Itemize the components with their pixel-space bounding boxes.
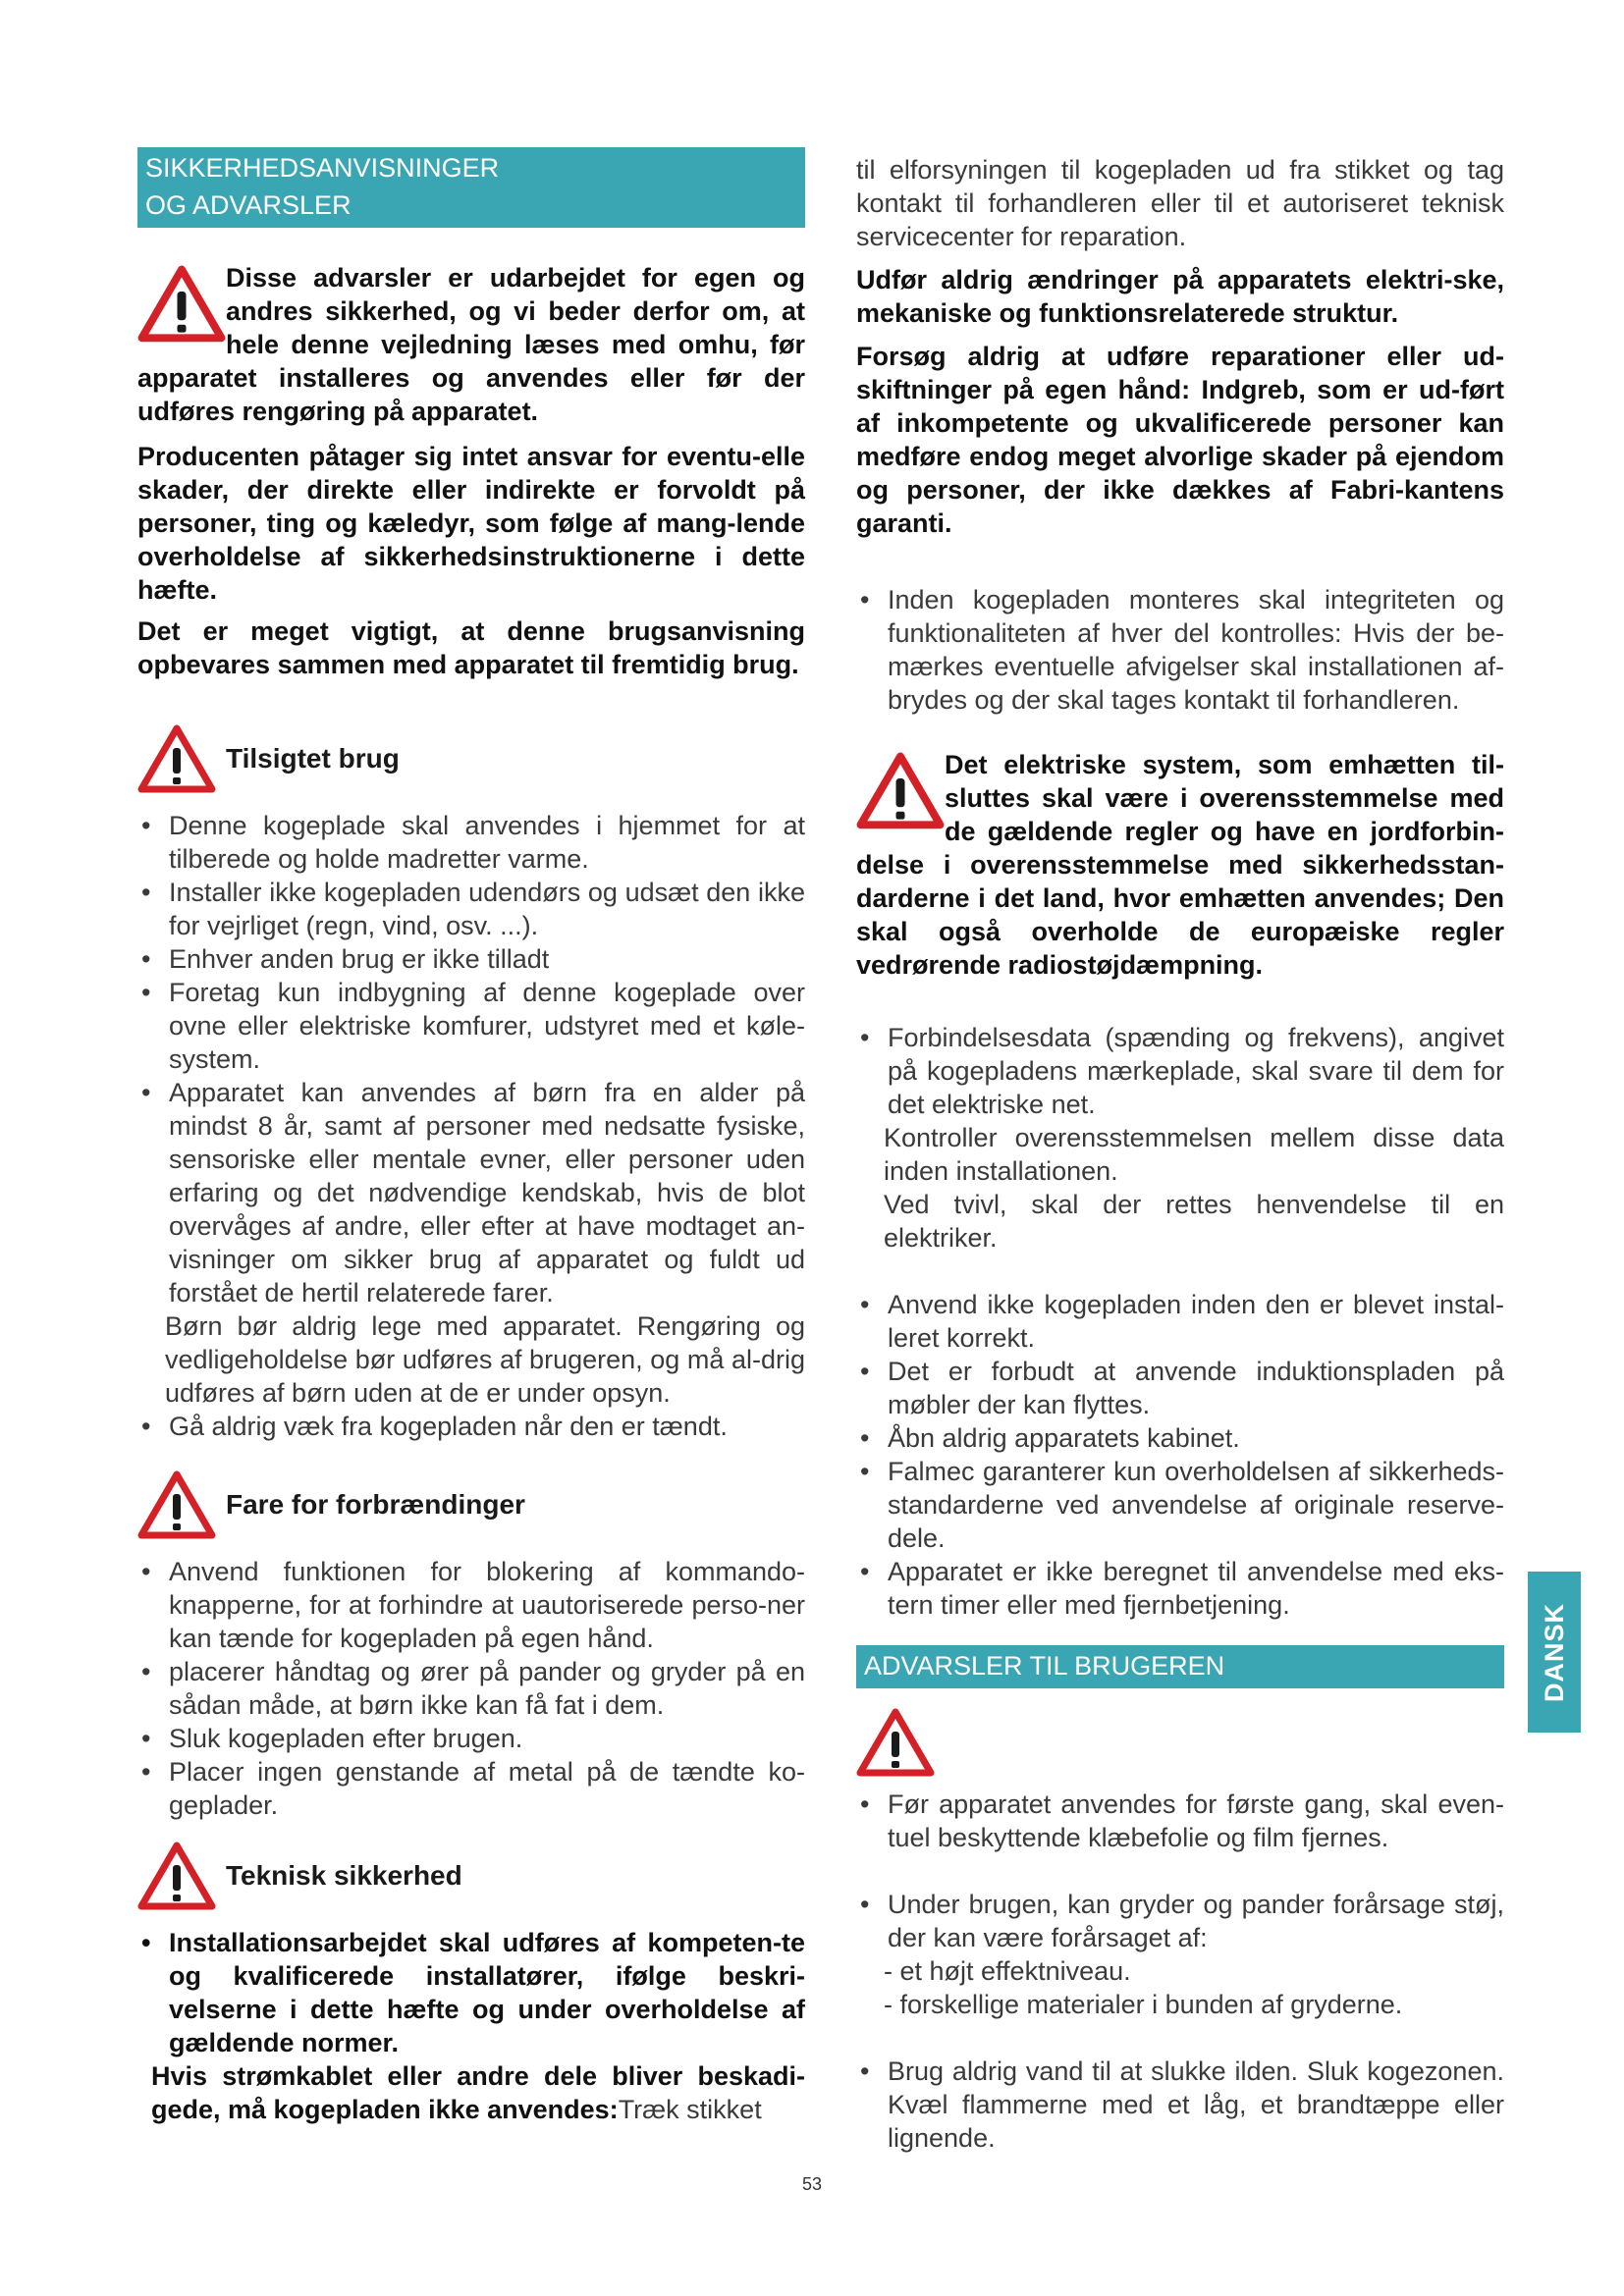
list-item: • Apparatet er ikke beregnet til anvendelse med eks-tern timer eller med fjernbetjening. (860, 1557, 1504, 1620)
no-repairs-paragraph: Forsøg aldrig at udføre reparationer eller ud-skiftninger på egen hånd: Indgreb, som er ud-ført af inkompetente og ukvalificerede personer kan medføre endog meget alvorlige skader på ejendom og personer, der ikke dækkes af Fabri-kantens garanti. (856, 342, 1504, 538)
technical-title: Teknisk sikkerhed (226, 1860, 462, 1891)
list-item: • Foretag kun indbygning af denne kogeplade over ovne eller elektriske komfurer, udstyret med et køle-system. (141, 978, 805, 1074)
keep-manual-paragraph: Det er meget vigtigt, at denne brugsanvisning opbevares sammen med apparatet til fremtidig brug. (137, 616, 805, 679)
list-item: • Forbindelsesdata (spænding og frekvens), angivet på kogepladens mærkeplade, skal svare til dem for det elektriske net. (860, 1023, 1504, 1119)
intended-use-title: Tilsigtet brug (226, 743, 400, 774)
list-item: • Installer ikke kogepladen udendørs og udsæt den ikke for vejrliget (regn, vind, osv. ...). (141, 878, 805, 940)
intro-warning-text: Disse advarsler er udarbejdet for egen og andres sikkerhed, og vi beder derfor om, at hele denne vejledning læses med omhu, før apparatet installeres og anvendes eller før der udføres rengøring på apparatet. (137, 263, 805, 426)
header-line-2: OG ADVARSLER (145, 190, 352, 220)
user-list-2 (856, 1888, 1504, 1954)
warning-triangle-icon (137, 1842, 216, 1910)
electric-warning-text: Det elektriske system, som emhætten til-sluttes skal være i overensstemmelse med de gældende regler og have en jordforbin-delse i overensstemmelse med sikkerhedsstan-darderne i det land, hvor emhætten anvendes; Den skal også overholde de europæiske regler vedrørende radiostøjdæmpning. (856, 750, 1504, 980)
list-item: • Brug aldrig vand til at slukke ilden. Sluk kogezonen. Kvæl flammerne med et låg, et brandtæppe eller lignende. (860, 2056, 1504, 2153)
list-item: • Denne kogeplade skal anvendes i hjemmet for at tilberede og holde madretter varme. (141, 811, 805, 874)
page-number: 53 (801, 2174, 823, 2194)
connection-list (856, 1021, 1504, 1121)
list-item: • Sluk kogepladen efter brugen. (141, 1724, 523, 1753)
list-item: • Før apparatet anvendes for første gang, skal even-tuel beskyttende klæbefolie og film fjernes. (860, 1789, 1504, 1852)
list-item: • Det er forbudt at anvende induktionspladen på møbler der kan flyttes. (860, 1357, 1504, 1419)
children-continuation: Børn bør aldrig lege med apparatet. Rengøring og vedligeholdelse bør udføres af brugeren, og må al-drig udføres af børn uden at de er under opsyn. (165, 1311, 805, 1408)
list-item: • Installationsarbejdet skal udføres af kompeten-te og kvalificerede installatører, ifølge beskri-velserne i dette hæfte og under overholdelse af gældende normer. (141, 1928, 805, 2057)
technical-heading (137, 1842, 805, 1910)
language-tab-label: DANSK (1539, 1602, 1569, 1702)
damaged-cable-normal: Træk stikket (618, 2095, 762, 2124)
list-item: • Enhver anden brug er ikke tilladt (141, 944, 550, 974)
intended-use-heading (137, 724, 805, 793)
list-item: • Anvend funktionen for blokering af kommando-knapperne, for at forhindre at uautoriserede perso-ner kan tænde for kogepladen på egen hånd. (141, 1557, 805, 1653)
warning-triangle-icon (137, 724, 216, 793)
continuation-text: til elforsyningen til kogepladen ud fra stikket og tag kontakt til forhandleren eller til et autoriseret teknisk servicecenter for reparation. (856, 155, 1504, 251)
user-list-3 (856, 2055, 1504, 2155)
section-header-safety (137, 147, 805, 228)
warning-triangle-icon (137, 1470, 216, 1539)
intended-use-list-end (137, 1410, 805, 1443)
burns-list (137, 1555, 805, 1822)
liability-paragraph: Producenten påtager sig intet ansvar for eventu-elle skader, der direkte eller indirekte er forvoldt på personer, ting og kæledyr, som følge af mang-lende overholdelse af sikkerhedsinstruktionerne i dette hæfte. (137, 442, 805, 605)
list-item: • Gå aldrig væk fra kogepladen når den er tændt. (141, 1412, 728, 1441)
list-item: • Inden kogepladen monteres skal integriteten og funktionaliteten af hver del kontrolles: Hvis der be-mærkes eventuelle afvigelser skal installationen af-brydes og der skal tages kontakt til forhandleren. (860, 585, 1504, 715)
check-list (856, 583, 1504, 717)
list-item: • Apparatet kan anvendes af børn fra en alder på mindst 8 år, samt af personer med nedsatte fysiske, sensoriske eller mentale evner, eller personer uden erfaring og det nødvendige kendskab, hvis de blot overvåges af andre, eller efter at have modtaget an-visninger om sikker brug af apparatet og fuldt ud forstået de hertil relaterede farer. (141, 1078, 805, 1308)
list-item: • Åbn aldrig apparatets kabinet. (860, 1423, 1240, 1453)
intended-use-list (137, 809, 805, 1309)
technical-list (137, 1926, 805, 2059)
intro-warning-block (137, 261, 805, 428)
language-side-tab (1528, 1572, 1581, 1733)
damaged-cable-paragraph (137, 2059, 805, 2126)
general-list (856, 1288, 1504, 1622)
burns-title: Fare for forbrændinger (226, 1489, 525, 1520)
list-item: • placerer håndtag og ører på pander og gryder på en sådan måde, at børn ikke kan få fat i dem. (141, 1657, 805, 1720)
section-header-user: ADVARSLER TIL BRUGEREN (856, 1645, 1504, 1688)
list-item: • Under brugen, kan gryder og pander forårsage støj, der kan være forårsaget af: (860, 1890, 1504, 1952)
user-sub-2: - forskellige materialer i bunden af gryderne. (884, 1990, 1403, 2019)
burns-heading (137, 1470, 805, 1539)
user-sub-1: - et højt effektniveau. (884, 1956, 1131, 1986)
user-list-1 (856, 1788, 1504, 1854)
list-item: • Placer ingen genstande af metal på de tændte ko-geplader. (141, 1757, 805, 1820)
damaged-cable-bold: Hvis strømkablet eller andre dele bliver beskadi-gede, må kogepladen ikke anvendes: (151, 2061, 805, 2124)
no-modifications-paragraph: Udfør aldrig ændringer på apparatets elektri-ske, mekaniske og funktionsrelaterede struktur. (856, 265, 1504, 328)
warning-triangle-icon (137, 265, 226, 340)
header-line-1: SIKKERHEDSANVISNINGER (145, 153, 500, 183)
connection-sub-2: Ved tvivl, skal der rettes henvendelse til en elektriker. (884, 1190, 1504, 1253)
list-item: • Anvend ikke kogepladen inden den er blevet instal-leret korrekt. (860, 1290, 1504, 1353)
connection-sub-1: Kontroller overensstemmelsen mellem disse data inden installationen. (884, 1123, 1504, 1186)
left-column (137, 147, 805, 2126)
warning-triangle-icon (856, 752, 945, 827)
warning-triangle-icon (856, 1708, 935, 1777)
user-warning-icon-row (856, 1708, 1504, 1782)
electric-warning-block (856, 748, 1504, 982)
list-item: • Falmec garanterer kun overholdelsen af sikkerheds-standarderne ved anvendelse af originale reserve-dele. (860, 1457, 1504, 1553)
right-column (856, 147, 1504, 2155)
